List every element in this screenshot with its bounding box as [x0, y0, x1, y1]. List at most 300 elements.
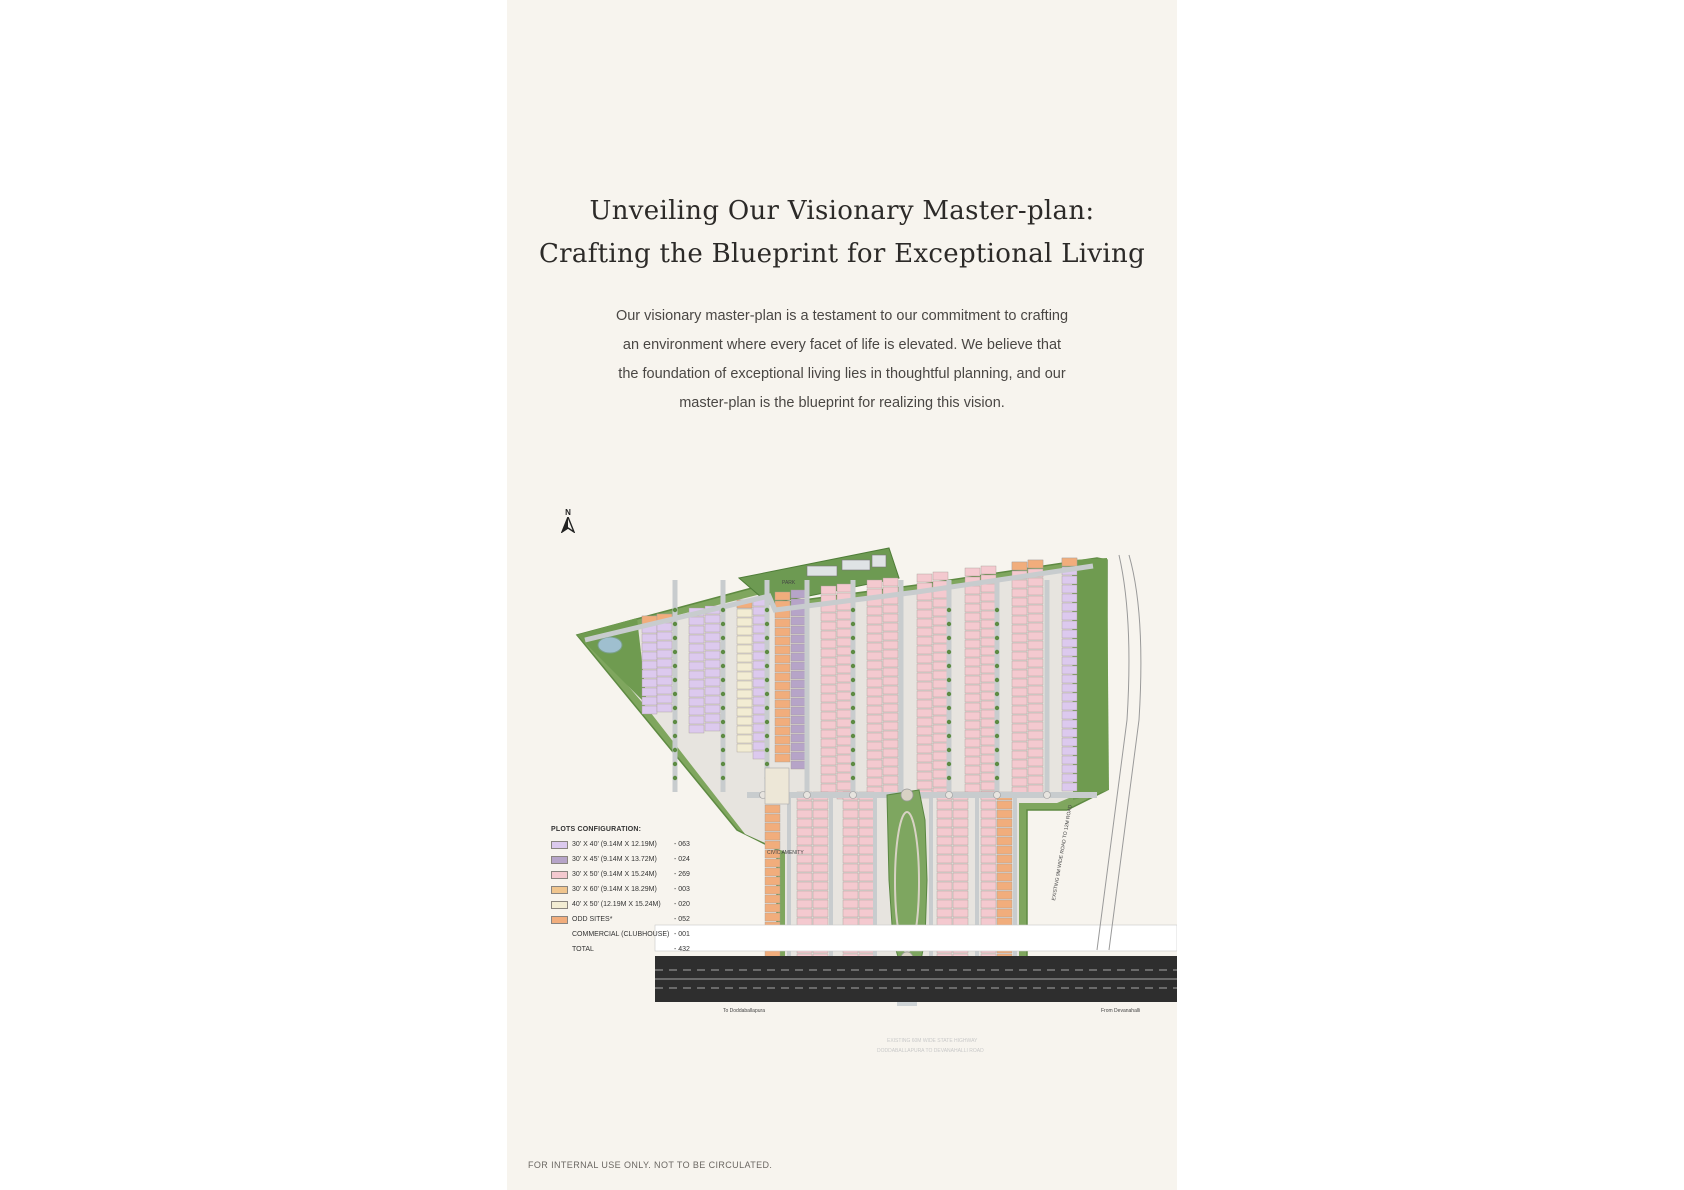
- tree: [765, 664, 769, 668]
- plot: [737, 609, 752, 617]
- plot: [917, 691, 932, 699]
- plot: [937, 810, 952, 818]
- plot: [813, 819, 828, 827]
- plot: [797, 828, 812, 836]
- plot: [642, 634, 657, 642]
- plot: [867, 625, 882, 633]
- plot: [737, 654, 752, 662]
- plot: [837, 737, 852, 745]
- tree: [995, 734, 999, 738]
- plot: [937, 873, 952, 881]
- plot: [775, 664, 790, 672]
- plot: [737, 699, 752, 707]
- tree: [765, 678, 769, 682]
- legend-label: 30' X 40' (9.14M X 12.19M): [572, 841, 657, 848]
- plot: [997, 828, 1012, 836]
- plot: [965, 586, 980, 594]
- junction: [804, 792, 811, 799]
- plot: [867, 706, 882, 714]
- legend-label: 30' X 45' (9.14M X 13.72M): [572, 856, 657, 863]
- plot: [867, 697, 882, 705]
- legend-count: - 020: [674, 901, 690, 908]
- plot: [821, 640, 836, 648]
- legend-label: 40' X 50' (12.19M X 15.24M): [572, 901, 661, 908]
- plot: [883, 740, 898, 748]
- tree: [765, 762, 769, 766]
- plot: [705, 687, 720, 695]
- plot: [791, 590, 806, 598]
- legend-item: [551, 882, 731, 897]
- plot: [933, 734, 948, 742]
- plot: [1062, 765, 1077, 773]
- plot: [837, 746, 852, 754]
- plot: [981, 674, 996, 682]
- plot: [981, 819, 996, 827]
- plot: [797, 900, 812, 908]
- plot: [933, 626, 948, 634]
- plot: [821, 694, 836, 702]
- plot: [837, 719, 852, 727]
- plot: [1012, 679, 1027, 687]
- plot: [657, 677, 672, 685]
- plot: [937, 846, 952, 854]
- plot: [917, 574, 932, 582]
- clubhouse-building: [872, 555, 886, 567]
- plot: [965, 622, 980, 630]
- plot: [965, 712, 980, 720]
- plot: [981, 710, 996, 718]
- plot: [1062, 747, 1077, 755]
- plot: [1062, 576, 1077, 584]
- internal-use-note: FOR INTERNAL USE ONLY. NOT TO BE CIRCULATED.: [528, 1160, 773, 1170]
- right-green-buffer: [1072, 558, 1109, 800]
- plot: [1028, 605, 1043, 613]
- plot: [997, 909, 1012, 917]
- tree: [765, 608, 769, 612]
- tree: [673, 720, 677, 724]
- plot: [933, 617, 948, 625]
- plot: [883, 659, 898, 667]
- plot: [689, 662, 704, 670]
- plot: [933, 770, 948, 778]
- plot: [859, 909, 874, 917]
- plot: [797, 909, 812, 917]
- plot: [689, 671, 704, 679]
- plot: [737, 627, 752, 635]
- plot: [705, 624, 720, 632]
- plot: [883, 605, 898, 613]
- plot: [981, 782, 996, 790]
- legend-item: [551, 837, 731, 852]
- legend-label: ODD SITES*: [572, 916, 613, 923]
- plot: [791, 689, 806, 697]
- plot: [981, 801, 996, 809]
- plot: [937, 837, 952, 845]
- plot: [1062, 675, 1077, 683]
- tree: [947, 650, 951, 654]
- plot: [937, 855, 952, 863]
- plot: [1012, 697, 1027, 705]
- plot: [917, 736, 932, 744]
- plot: [937, 909, 952, 917]
- plot: [883, 704, 898, 712]
- plot: [1012, 715, 1027, 723]
- plot: [917, 781, 932, 789]
- plot: [997, 837, 1012, 845]
- plot: [933, 743, 948, 751]
- tree: [721, 636, 725, 640]
- plot: [837, 683, 852, 691]
- plot: [821, 586, 836, 594]
- legend-label: COMMERCIAL (CLUBHOUSE): [572, 931, 670, 938]
- plot: [837, 773, 852, 781]
- plot: [883, 767, 898, 775]
- highway-label-2: DODDABALLAPURA TO DEVANAHALLI ROAD: [877, 1048, 984, 1054]
- plot: [705, 696, 720, 704]
- plot: [917, 646, 932, 654]
- plot: [1012, 742, 1027, 750]
- plot: [775, 691, 790, 699]
- plot: [965, 658, 980, 666]
- plot: [1028, 587, 1043, 595]
- plot: [933, 752, 948, 760]
- plot: [883, 668, 898, 676]
- plot: [843, 864, 858, 872]
- plot: [859, 810, 874, 818]
- plot: [981, 846, 996, 854]
- plot: [867, 607, 882, 615]
- plot: [689, 635, 704, 643]
- legend-item: [551, 897, 731, 912]
- plot: [917, 727, 932, 735]
- plot: [981, 891, 996, 899]
- tree: [765, 748, 769, 752]
- tree: [721, 692, 725, 696]
- tree: [947, 706, 951, 710]
- plot: [1062, 756, 1077, 764]
- plot: [859, 900, 874, 908]
- plot: [765, 832, 780, 840]
- plot: [933, 608, 948, 616]
- plot: [1028, 578, 1043, 586]
- plot: [981, 665, 996, 673]
- tree: [851, 650, 855, 654]
- plot: [981, 828, 996, 836]
- plot: [797, 855, 812, 863]
- plot: [843, 873, 858, 881]
- tree: [721, 608, 725, 612]
- odd-site-plot: [1062, 558, 1077, 566]
- tree: [673, 748, 677, 752]
- plot: [867, 634, 882, 642]
- plot: [1062, 720, 1077, 728]
- plot: [813, 864, 828, 872]
- legend-swatch: [551, 946, 568, 954]
- plot: [1012, 607, 1027, 615]
- plot: [883, 677, 898, 685]
- plot: [765, 886, 780, 894]
- plot: [917, 673, 932, 681]
- plot: [791, 707, 806, 715]
- legend-swatch: [551, 841, 568, 849]
- plot: [737, 645, 752, 653]
- plot: [867, 769, 882, 777]
- tree: [947, 622, 951, 626]
- plot: [791, 680, 806, 688]
- plot: [642, 661, 657, 669]
- plot: [642, 679, 657, 687]
- title-line-2: Crafting the Blueprint for Exceptional Living: [538, 239, 1146, 269]
- plot: [791, 671, 806, 679]
- plot: [883, 686, 898, 694]
- plot: [642, 670, 657, 678]
- tree: [995, 706, 999, 710]
- plot: [821, 721, 836, 729]
- plot: [689, 698, 704, 706]
- plot: [657, 641, 672, 649]
- plot: [1012, 760, 1027, 768]
- plot: [837, 629, 852, 637]
- plot: [765, 904, 780, 912]
- plot: [821, 649, 836, 657]
- plot: [1028, 632, 1043, 640]
- plot: [867, 679, 882, 687]
- plot: [933, 599, 948, 607]
- tree: [947, 608, 951, 612]
- plot: [797, 891, 812, 899]
- legend-count: - 024: [674, 856, 690, 863]
- plot: [953, 801, 968, 809]
- plot: [705, 651, 720, 659]
- plot: [1028, 641, 1043, 649]
- plot: [1012, 661, 1027, 669]
- plot: [917, 628, 932, 636]
- plot: [859, 864, 874, 872]
- plot: [1062, 666, 1077, 674]
- plot: [657, 695, 672, 703]
- tree: [673, 664, 677, 668]
- plot: [737, 744, 752, 752]
- plot: [1012, 733, 1027, 741]
- title-line-1: Unveiling Our Visionary Master-plan:: [589, 196, 1095, 226]
- plot: [1012, 625, 1027, 633]
- plot: [813, 801, 828, 809]
- plot: [843, 909, 858, 917]
- plot: [821, 631, 836, 639]
- plot: [797, 864, 812, 872]
- plot: [981, 683, 996, 691]
- plot: [797, 882, 812, 890]
- plot: [933, 635, 948, 643]
- tree: [851, 734, 855, 738]
- plot: [1012, 706, 1027, 714]
- plot: [917, 745, 932, 753]
- plot: [937, 801, 952, 809]
- plot: [837, 584, 852, 592]
- plot: [917, 601, 932, 609]
- plot: [837, 647, 852, 655]
- plot: [981, 629, 996, 637]
- plot: [859, 846, 874, 854]
- legend-count: - 001: [674, 931, 690, 938]
- legend-swatch: [551, 916, 568, 924]
- plot: [775, 637, 790, 645]
- plot: [981, 656, 996, 664]
- plot: [981, 755, 996, 763]
- plot: [843, 855, 858, 863]
- plot: [965, 757, 980, 765]
- park-roundabout: [901, 789, 913, 801]
- plot: [797, 819, 812, 827]
- plot: [737, 672, 752, 680]
- plot: [1062, 774, 1077, 782]
- plot: [997, 819, 1012, 827]
- plot: [981, 602, 996, 610]
- legend-item: [551, 912, 731, 927]
- plot: [765, 823, 780, 831]
- plot: [1012, 634, 1027, 642]
- tree: [995, 692, 999, 696]
- plot: [859, 819, 874, 827]
- plot: [883, 776, 898, 784]
- tree: [995, 748, 999, 752]
- plot: [775, 592, 790, 600]
- tree: [995, 720, 999, 724]
- plot: [965, 613, 980, 621]
- plot: [705, 723, 720, 731]
- plot: [883, 785, 898, 793]
- plot: [867, 733, 882, 741]
- plot: [1012, 769, 1027, 777]
- plot: [737, 726, 752, 734]
- plot: [981, 611, 996, 619]
- plot: [1062, 711, 1077, 719]
- tree: [765, 734, 769, 738]
- plot: [791, 644, 806, 652]
- plot: [981, 882, 996, 890]
- tree: [851, 608, 855, 612]
- plot: [997, 855, 1012, 863]
- plot: [705, 615, 720, 623]
- plot: [813, 873, 828, 881]
- plot: [965, 784, 980, 792]
- plot: [965, 703, 980, 711]
- legend-title: PLOTS CONFIGURATION:: [551, 826, 642, 833]
- plot: [797, 837, 812, 845]
- plot: [867, 715, 882, 723]
- plot: [981, 719, 996, 727]
- side-road-label: EXISTING 9M WIDE ROAD TO 12M ROAD: [1051, 804, 1074, 902]
- plot: [843, 846, 858, 854]
- tree: [765, 622, 769, 626]
- plot: [981, 620, 996, 628]
- plot: [791, 716, 806, 724]
- tree: [851, 748, 855, 752]
- tree: [947, 692, 951, 696]
- plot: [965, 676, 980, 684]
- plot: [1012, 670, 1027, 678]
- plot: [917, 763, 932, 771]
- plot: [883, 695, 898, 703]
- plot: [837, 728, 852, 736]
- plot: [867, 661, 882, 669]
- tree: [673, 650, 677, 654]
- plot: [981, 909, 996, 917]
- plot: [843, 837, 858, 845]
- plot: [1062, 648, 1077, 656]
- tree: [721, 734, 725, 738]
- plot: [705, 660, 720, 668]
- plot: [859, 801, 874, 809]
- plot: [883, 722, 898, 730]
- plot: [981, 638, 996, 646]
- plot: [1028, 623, 1043, 631]
- page-title: [507, 190, 1177, 276]
- plot: [837, 611, 852, 619]
- plot: [883, 578, 898, 586]
- plot: [813, 828, 828, 836]
- plot: [737, 618, 752, 626]
- tree: [765, 636, 769, 640]
- plot: [813, 882, 828, 890]
- plot: [1028, 767, 1043, 775]
- plot: [1012, 616, 1027, 624]
- plot: [933, 707, 948, 715]
- plot: [797, 873, 812, 881]
- plot: [1062, 684, 1077, 692]
- plot: [837, 710, 852, 718]
- plot: [765, 805, 780, 813]
- plot: [917, 664, 932, 672]
- plot: [965, 604, 980, 612]
- plot: [642, 688, 657, 696]
- plot: [737, 717, 752, 725]
- plot: [657, 650, 672, 658]
- plot: [843, 819, 858, 827]
- plot: [1062, 657, 1077, 665]
- plot: [821, 739, 836, 747]
- clubhouse-building: [842, 560, 870, 570]
- plot: [642, 706, 657, 714]
- plot: [965, 667, 980, 675]
- plot: [737, 663, 752, 671]
- tree: [721, 762, 725, 766]
- plot: [1062, 621, 1077, 629]
- plot: [657, 686, 672, 694]
- tree: [995, 636, 999, 640]
- plot: [797, 801, 812, 809]
- tree: [947, 762, 951, 766]
- plot: [1028, 659, 1043, 667]
- plot: [775, 718, 790, 726]
- plot: [737, 690, 752, 698]
- plot: [883, 749, 898, 757]
- tree: [673, 622, 677, 626]
- plot: [965, 766, 980, 774]
- plot: [933, 725, 948, 733]
- tree: [673, 608, 677, 612]
- plot: [813, 891, 828, 899]
- plot: [837, 692, 852, 700]
- plot: [1028, 731, 1043, 739]
- plot: [797, 810, 812, 818]
- plot: [937, 900, 952, 908]
- plot: [867, 688, 882, 696]
- plot: [1012, 643, 1027, 651]
- plot: [1012, 688, 1027, 696]
- plot: [689, 725, 704, 733]
- plot: [737, 681, 752, 689]
